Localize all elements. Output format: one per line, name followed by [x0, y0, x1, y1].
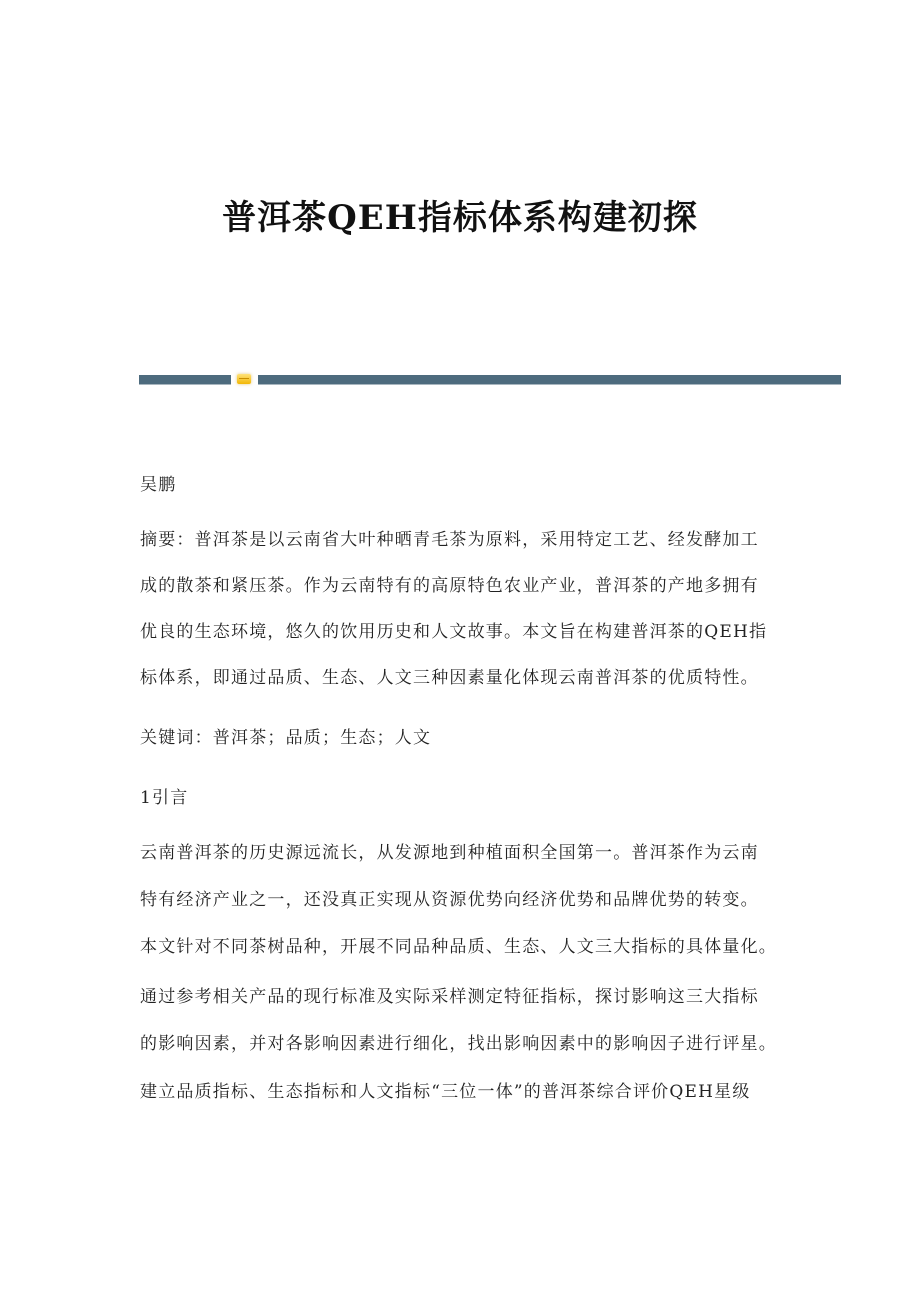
title-divider	[139, 375, 841, 384]
divider-bar-left	[139, 375, 231, 385]
body-line: 的影响因素，并对各影响因素进行细化，找出影响因素中的影响因子进行评星。	[140, 1034, 777, 1054]
section-heading: 1引言	[140, 788, 189, 808]
body-line: 云南普洱茶的历史源远流长，从发源地到种植面积全国第一。普洱茶作为云南	[140, 843, 759, 863]
body-line: 本文针对不同茶树品种，开展不同品种品质、生态、人文三大指标的具体量化。	[140, 937, 777, 957]
abstract-line: 摘要：普洱茶是以云南省大叶种晒青毛茶为原料，采用特定工艺、经发酵加工	[140, 530, 759, 550]
body-line: 通过参考相关产品的现行标准及实际采样测定特征指标，探讨影响这三大指标	[140, 987, 759, 1007]
body-line: 特有经济产业之一，还没真正实现从资源优势向经济优势和品牌优势的转变。	[140, 890, 759, 910]
divider-bar-right	[258, 375, 841, 385]
abstract-line: 优良的生态环境，悠久的饮用历史和人文故事。本文旨在构建普洱茶的QEH指	[140, 622, 768, 642]
divider-ornament-icon	[237, 374, 251, 384]
abstract-line: 成的散茶和紧压茶。作为云南特有的高原特色农业产业，普洱茶的产地多拥有	[140, 576, 759, 596]
author: 吴鹏	[140, 475, 177, 495]
keywords: 关键词：普洱茶；品质；生态；人文	[140, 728, 432, 748]
document-title: 普洱茶QEH指标体系构建初探	[222, 198, 698, 238]
body-line: 建立品质指标、生态指标和人文指标“三位一体”的普洱茶综合评价QEH星级	[140, 1082, 751, 1102]
abstract-line: 标体系，即通过品质、生态、人文三种因素量化体现云南普洱茶的优质特性。	[140, 668, 759, 688]
